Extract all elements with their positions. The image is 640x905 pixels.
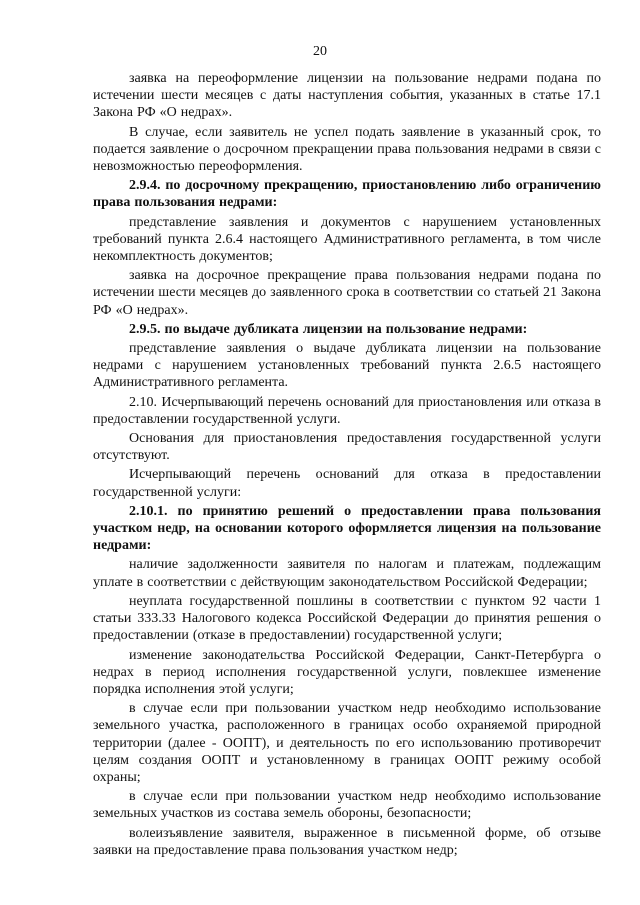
section-heading: 2.9.5. по выдаче дубликата лицензии на пользование недрами: [129,321,528,337]
paragraph: Основания для приостановления предоставления государственной услуги отсутствуют. [93,431,601,464]
section-heading: 2.9.4. по досрочному прекращению, приостановлению либо ограничению права пользования недрами: [93,178,601,211]
paragraph: волеизъявление заявителя, выраженное в письменной форме, об отзыве заявки на предоставление права пользования участком недр; [93,825,601,858]
page-number: 20 [313,44,327,59]
paragraph: наличие задолженности заявителя по налогам и платежам, подлежащим уплате в соответствии с действующим законодательством Российской Федерации; [93,557,601,590]
paragraph: Исчерпывающий перечень оснований для отказа в предоставлении государственной услуги: [93,467,601,500]
paragraph: изменение законодательства Российской Федерации, Санкт-Петербурга о недрах в период исполнения государственной услуги, повлекшее изменение порядка исполнения этой услуги; [93,647,601,697]
paragraph: В случае, если заявитель не успел подать заявление в указанный срок, то подается заявление о досрочном прекращении права пользования недрами в связи с невозможностью переоформления. [93,124,601,175]
paragraph: представление заявления и документов с нарушением установленных требований пункта 2.6.4 настоящего Административного регламента, в том числе некомплектность документов; [93,214,601,265]
paragraph: 2.10. Исчерпывающий перечень оснований для приостановления или отказа в предоставлении государственной услуги. [93,394,601,427]
paragraph: неуплата государственной пошлины в соответствии с пунктом 92 части 1 статьи 333.33 Налогового кодекса Российской Федерации до принятия решения о предоставлении (отказе в предоставлении) государственной услуги; [93,593,601,644]
paragraph: заявка на переоформление лицензии на пользование недрами подана по истечении шести месяцев с даты наступления события, указанных в статье 17.1 Закона РФ «О недрах». [93,71,601,121]
paragraph: в случае если при пользовании участком недр необходимо использование земельных участков из состава земель обороны, безопасности; [93,789,601,822]
paragraph: в случае если при пользовании участком недр необходимо использование земельного участка, расположенного в границах особо охраняемой природной территории (далее - ООПТ), и деятельность по его использованию противоречит целям создания ООПТ и установленному в границах ООПТ режиму особой охраны; [93,701,601,785]
paragraph: заявка на досрочное прекращение права пользования недрами подана по истечении шести месяцев до заявленного срока в соответствии со статьей 21 Закона РФ «О недрах». [93,268,601,318]
paragraph: представление заявления о выдаче дубликата лицензии на пользование недрами с нарушением установленных требований пункта 2.6.5 настоящего Административного регламента. [93,341,601,391]
document-body [93,70,601,861]
section-heading: 2.10.1. по принятию решений о предоставлении права пользования участком недр, на основании которого оформляется лицензия на пользование недрами: [93,503,601,554]
